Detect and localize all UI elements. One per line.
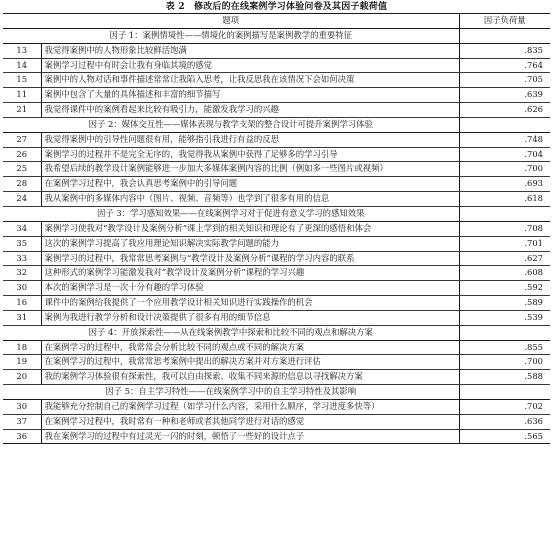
item-text: 在案例学习过程中，我会认真思考案例中的引导问题: [41, 177, 459, 192]
item-loading: .626: [459, 103, 550, 118]
table-row: [3, 310, 550, 325]
item-number: 36: [3, 429, 41, 444]
item-number: 21: [3, 103, 41, 118]
item-number: 13: [3, 43, 41, 58]
factor-load-blank: [459, 28, 550, 43]
item-number: 34: [3, 221, 41, 236]
factor-load-blank: [459, 325, 550, 340]
item-number: 25: [3, 162, 41, 177]
table-row: [3, 355, 550, 370]
item-number: 19: [3, 355, 41, 370]
table-row: [3, 58, 550, 73]
table-row: [3, 236, 550, 251]
table-row: [3, 103, 550, 118]
factor-load-blank: [459, 117, 550, 132]
item-text: 我觉得案例中的引导性问题很有用，能够指引我进行有益的反思: [41, 132, 459, 147]
item-text: 我在案例学习的过程中有过灵光一闪的时刻，顿悟了一些好的设计点子: [41, 429, 459, 444]
item-loading: .608: [459, 266, 550, 281]
item-loading: .855: [459, 340, 550, 355]
item-loading: .748: [459, 132, 550, 147]
item-text: 案例学习的过程并不是完全无序的，我觉得我从案例中获得了足够多的学习引导: [41, 147, 459, 162]
item-text: 案例中包含了大量的具体描述和丰富的细节描写: [41, 88, 459, 103]
table-row: [3, 414, 550, 429]
item-text: 在案例学习的过程中，我常常思考案例中提出的解决方案并对方案进行评估: [41, 355, 459, 370]
header-load: 因子负荷量: [459, 14, 550, 29]
item-text: 我从案例中的多媒体内容中（图片、视频、音频等）也学到了很多有用的信息: [41, 192, 459, 207]
item-number: 18: [3, 340, 41, 355]
item-loading: .636: [459, 414, 550, 429]
item-text: 我希望后续的教学设计案例能够进一步加大多媒体案例内容的比例（例如多一些图片或视频）: [41, 162, 459, 177]
item-loading: .565: [459, 429, 550, 444]
item-text: 案例学习的过程中，我常常思考案例与“教学设计及案例分析”课程的学习内容的联系: [41, 251, 459, 266]
item-loading: .764: [459, 58, 550, 73]
item-text: 在案例学习过程中，我时常有一种和老师或者其他同学进行对话的感觉: [41, 414, 459, 429]
item-text: 这种形式的案例学习能激发我对“教学设计及案例分析”课程的学习兴趣: [41, 266, 459, 281]
item-loading: .618: [459, 192, 550, 207]
item-loading: .589: [459, 296, 550, 311]
item-text: 我觉得案例中的人物形象比较鲜活饱满: [41, 43, 459, 58]
item-text: 这次的案例学习提高了我应用理论知识解决实际教学问题的能力: [41, 236, 459, 251]
item-number: 16: [3, 296, 41, 311]
factor-title: 因子 2：媒体交互性——媒体表现与教学支架的整合设计可提升案例学习体验: [3, 117, 459, 132]
table-row: [3, 43, 550, 58]
item-loading: .700: [459, 355, 550, 370]
item-number: 24: [3, 192, 41, 207]
factor-title: 因子 5：自主学习特性——在线案例学习中的自主学习特性及其影响: [3, 385, 459, 400]
factor-header-row: [3, 325, 550, 340]
item-number: 11: [3, 88, 41, 103]
factor-loading-table: [3, 13, 550, 444]
table-row: [3, 73, 550, 88]
table-row: [3, 162, 550, 177]
item-number: 14: [3, 58, 41, 73]
factor-header-row: [3, 206, 550, 221]
header-item: 题项: [3, 14, 459, 29]
item-loading: .701: [459, 236, 550, 251]
table-row: [3, 221, 550, 236]
item-number: 31: [3, 310, 41, 325]
item-loading: .693: [459, 177, 550, 192]
item-text: 案例学习使我对“教学设计及案例分析”课上学到的相关知识和理论有了更深的感悟和体会: [41, 221, 459, 236]
item-number: 26: [3, 147, 41, 162]
item-number: 28: [3, 177, 41, 192]
factor-header-row: [3, 28, 550, 43]
table-row: [3, 370, 550, 385]
item-number: 37: [3, 414, 41, 429]
item-number: 30: [3, 281, 41, 296]
item-loading: .588: [459, 370, 550, 385]
item-number: 20: [3, 370, 41, 385]
factor-title: 因子 1：案例情境性——情境化的案例描写是案例教学的重要特征: [3, 28, 459, 43]
table-row: [3, 296, 550, 311]
item-loading: .627: [459, 251, 550, 266]
table-row: [3, 266, 550, 281]
table-row: [3, 177, 550, 192]
item-loading: .539: [459, 310, 550, 325]
table-row: [3, 88, 550, 103]
table-row: [3, 251, 550, 266]
item-text: 在案例学习的过程中，我常常会分析比较不同的观点或不同的解决方案: [41, 340, 459, 355]
item-loading: .702: [459, 399, 550, 414]
item-text: 我的案例学习体验很有探索性，我可以自由探索、收集不同来源的信息以寻找解决方案: [41, 370, 459, 385]
item-loading: .704: [459, 147, 550, 162]
item-text: 案例为我进行教学分析和设计决策提供了很多有用的细节信息: [41, 310, 459, 325]
item-number: 35: [3, 236, 41, 251]
table-row: [3, 147, 550, 162]
table-row: [3, 192, 550, 207]
item-number: 27: [3, 132, 41, 147]
item-number: 30: [3, 399, 41, 414]
factor-load-blank: [459, 385, 550, 400]
item-text: 我能够充分控制自己的案例学习过程（如学习什么内容，采用什么顺序，学习进度多快等）: [41, 399, 459, 414]
item-loading: .639: [459, 88, 550, 103]
item-text: 案例中的人物对话和事件描述常常让我陷入思考，让我反思我在该情况下会如何决策: [41, 73, 459, 88]
item-number: 15: [3, 73, 41, 88]
item-text: 案例学习过程中有时会让我有身临其境的感觉: [41, 58, 459, 73]
item-number: 33: [3, 251, 41, 266]
factor-header-row: [3, 385, 550, 400]
table-row: [3, 399, 550, 414]
item-loading: .708: [459, 221, 550, 236]
item-text: 课件中的案例给我提供了一个应用教学设计相关知识进行实践操作的机会: [41, 296, 459, 311]
table-body: [3, 28, 550, 444]
table-header-row: [3, 14, 550, 29]
item-number: 32: [3, 266, 41, 281]
item-loading: .705: [459, 73, 550, 88]
item-loading: .835: [459, 43, 550, 58]
table-caption: 表 2 修改后的在线案例学习体验问卷及其因子载荷值: [165, 2, 388, 12]
table-row: [3, 340, 550, 355]
factor-title: 因子 4：开放探索性——从在线案例教学中探索和比较不同的观点和解决方案: [3, 325, 459, 340]
table-row: [3, 429, 550, 444]
item-text: 我觉得课件中的案例看起来比较有吸引力，能激发我学习的兴趣: [41, 103, 459, 118]
factor-load-blank: [459, 206, 550, 221]
item-loading: .700: [459, 162, 550, 177]
item-loading: .592: [459, 281, 550, 296]
factor-header-row: [3, 117, 550, 132]
item-text: 本次的案例学习是一次十分有趣的学习体验: [41, 281, 459, 296]
factor-title: 因子 3：学习感知效果——在线案例学习对于促进有意义学习的感知效果: [3, 206, 459, 221]
table-row: [3, 281, 550, 296]
table-row: [3, 132, 550, 147]
